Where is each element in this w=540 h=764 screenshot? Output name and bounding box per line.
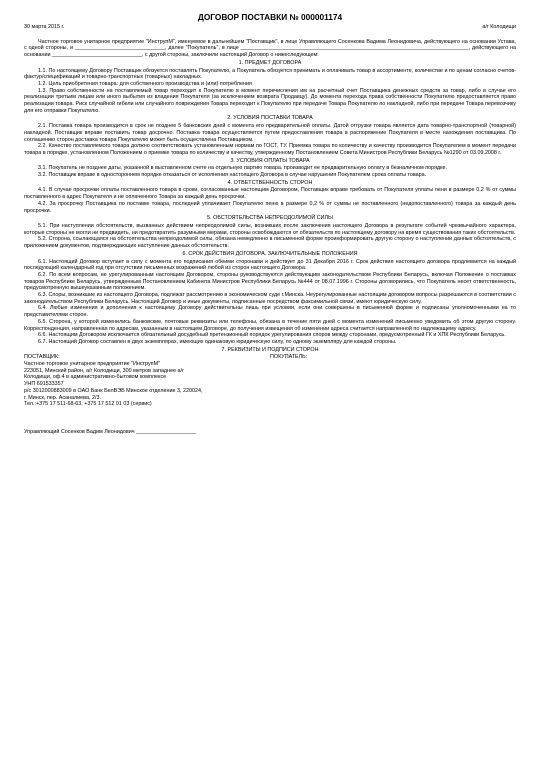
section-heading-1: 1. ПРЕДМЕТ ДОГОВОРА <box>238 59 302 66</box>
clause-5-1: 5.1. При наступлении обстоятельств, вызванных действием непреодолимой силы, возникших после заключения настоящего Договора в результате событий чрезвычайного характера, которые стороны не могли ни предвидеть, ни предотвратить разумными мерами, стороны освобождаются от обязательств по настоящему договору на время существования таких обстоятельств. <box>24 222 516 236</box>
section-heading-7: 7. РЕКВИЗИТЫ И ПОДПИСИ СТОРОН <box>221 346 319 353</box>
section-heading-3: 3. УСЛОВИЯ ОПЛАТЫ ТОВАРА <box>230 157 310 164</box>
date-place-line <box>24 24 516 31</box>
clause-6-5: 6.5. Сторона, у которой изменились банковские, почтовые реквизиты или телефоны, обязана в течение пяти дней с момента изменений письменно уведомить об этом другую сторону. Корреспонденция, направленная по адресам, указанным в настоящем Договоре, до получения извещения об изменении адреса считается направленной по надлежащему адресу. <box>24 318 516 332</box>
supplier-bank-address: г. Минск, пер. Асаналиева, 2/3. <box>24 394 101 401</box>
section-heading-5: 5. ОБСТОЯТЕЛЬСТВА НЕПРЕОДОЛИМОЙ СИЛЫ <box>207 215 333 222</box>
preamble: Частное торговое унитарное предприятие "ИнструпМ", именуемое в дальнейшем "Поставщик", в лице Управляющего Сосенкова Вадима Леонидовича, действующего на основании Устава, с одной стороны, и ______________________________, далее "Покупатель", в лице ____________________________________________________________________________, действующего на основании ______________________________, с другой стороны, заключили настоящий Договор о нижеследующем: <box>24 38 516 59</box>
supplier-name: Частное торговое унитарное предприятие "ИнструпМ" <box>24 361 160 368</box>
clause-1-3: 1.3. Право собственности на поставляемый товар переходит к Покупателю в момент перечисления им на расчетный счет Поставщика денежных средств за товар, либо в случае его реализации третьим лицам или иного выбытия из владения Покупателя (за исключением возврата Продавцу). До момента перехода права собственности Покупателю предоставляется право реализации товара. Риск случайной гибели или случайного повреждения Товара переходит к Покупателю при передаче Товара Покупателю по накладной, либо при передаче Товара перевозчику для его отправки Покупателю. <box>24 87 516 114</box>
clause-6-3: 6.3. Споры, возникшие из настоящего Договора, подлежат рассмотрению в экономическом суде г.Минска. Неурегулированные настоящим договором вопросы разрешаются в соответствии с законодательством Республики Беларусь. Настоящий Договор и иные документы, подписанные посредством факсимильной связи, имеют юридическую силу. <box>24 292 516 305</box>
clause-1-1: 1.1. По настоящему Договору Поставщик обязуется поставлять Покупателю, а Покупатель обязуется принимать и оплачивать товар в ассортименте, количестве и по ценам согласно счетов-фактур/спецификаций и товарно-транспортных (товарных) накладных. <box>24 67 516 81</box>
section-heading-4: 4. ОТВЕТСТВЕННОСТЬ СТОРОН <box>227 179 313 186</box>
clause-4-1: 4.1. В случае просрочки оплаты поставленного товара в сроки, согласованные настоящим Договором, Поставщик вправе требовать от Покупателя уплаты пени в размере 0,2 % от суммы поставленного в адрес Покупателя и не оплаченного Товара за каждый день просрочки. <box>24 187 516 201</box>
contract-date: 30 марта 2015 г. <box>24 24 65 30</box>
clause-3-1: 3.1. Покупатель не позднее даты, указанной в выставленном счете на отдельную партию товара, производит ее предварительную оплату в безналичном порядке. <box>38 165 448 172</box>
supplier-address: 223051, Минский район, а/г Колодищи, 300 метров западнее а/г <box>24 367 184 374</box>
buyer-label: ПОКУПАТЕЛЬ: <box>270 354 308 361</box>
supplier-label: ПОСТАВЩИК: <box>24 354 60 361</box>
clause-6-1: 6.1. Настоящий Договор вступает в силу с момента его подписания обеими сторонами и действует до 31 Декабря 2016 г. Срок действия настоящего договора продлевается на каждый последующий календарный год при отсутствии письменных возражений любой из сторон настоящего Договора. <box>24 258 516 272</box>
requisites-block <box>24 354 516 408</box>
supplier-bank-account: р/с 3012000883009 в ОАО Банк БелВЭБ Минское отделение 3, 220024, <box>24 387 203 394</box>
clause-2-2: 2.2. Качество поставляемого товара должно соответствовать установленным нормам по ГОСТ, ТУ. Приемка товара по количеству и качеству производится Покупателем в момент передачи товара в порядке, установленном Положением о приемке товара по количеству и качеству, утвержденному Постановлением Совета Министров Республики Беларусь №1290 от 03.09.2008 г. <box>24 143 516 156</box>
section-heading-6: 6. СРОК ДЕЙСТВИЯ ДОГОВОРА. ЗАКЛЮЧИТЕЛЬНЫЕ ПОЛОЖЕНИЯ <box>182 250 358 257</box>
supplier-address-2: Колодищи, оф.4 в административно-бытовом комплексе <box>24 374 167 381</box>
clause-6-4: 6.4. Любые изменения и дополнения к настоящему Договору действительны лишь при условии, если они совершены в письменной форме и подписаны уполномоченными на то представителями сторон. <box>24 305 516 319</box>
supplier-requisites <box>24 354 270 408</box>
buyer-requisites <box>270 354 516 408</box>
clause-2-1: 2.1. Поставка товара производится в срок не позднее 5 банковских дней с момента его предварительной оплаты. Датой отгрузки товара является дата товарно-транспортной (товарной) накладной. Поставщик вправе поставить товар досрочно. Поставка товара осуществляется путем предоставления товара в распоряжение Покупателя в месте нахождения поставщика. По соглашению сторон доставка товара Покупателю может быть осуществлена Поставщиком. <box>24 123 516 143</box>
supplier-phone: Тел.:+375 17 511-68-63, +375 17 512 01 03 (сервис) <box>24 401 152 408</box>
section-heading-2: 2. УСЛОВИЯ ПОСТАВКИ ТОВАРА <box>227 115 313 122</box>
contract-title: ДОГОВОР ПОСТАВКИ № 000001174 <box>197 12 343 22</box>
clause-1-2: 1.2. Цель приобретения товара: для собственного производства и (или) потребления <box>38 80 252 87</box>
supplier-signature-line: Управляющий Сосенков Вадим Леонидович ____________________ <box>24 428 196 435</box>
clause-5-2: 5.2. Сторона, ссылающаяся на обстоятельства непреодолимой силы, обязана немедленно в письменной форме проинформировать другую сторону о наступлении данных обстоятельств, с приложением документов, подтверждающих наступление данных обстоятельств. <box>24 236 516 250</box>
clause-6-2: 6.2. По всем вопросам, не урегулированным настоящим Договором, стороны руководствуются действующим законодательством Республики Беларусь, включая Положение о поставках товаров Республике Беларусь, утвержденным Постановлением Кабинета Министров Республики Беларусь №444 от 08.07.1996 г. Стороны договорились, что Покупатель несет ответственность, предусмотренную вышеуказанным положением. <box>24 271 516 292</box>
clause-6-7: 6.7. Настоящий Договор составлен в двух экземплярах, имеющих одинаковую юридическую силу, по одному экземпляру для каждой стороны. <box>38 338 397 345</box>
clause-6-6: 6.6. Настоящим Договором исключается обязательный досудебный претензионный порядок урегулирования споров между сторонами, предусмотренный ГК и ХПК Республики Беларусь. <box>38 332 506 339</box>
contract-place: а/г Колодищи <box>482 24 516 30</box>
supplier-unp: УНП 691533357 <box>24 381 64 388</box>
clause-4-2: 4.2. За просрочку Поставщика по поставке товара, последний уплачивает Покупателю пеню в размере 0,2 % от суммы не поставленного (недопоставленного) товара за каждый день просрочки. <box>24 200 516 214</box>
clause-3-2: 3.2. Поставщик вправе в одностороннем порядке отказаться от исполнения настоящего Договора в случае нарушения Покупателем срока оплаты товара. <box>38 172 427 179</box>
